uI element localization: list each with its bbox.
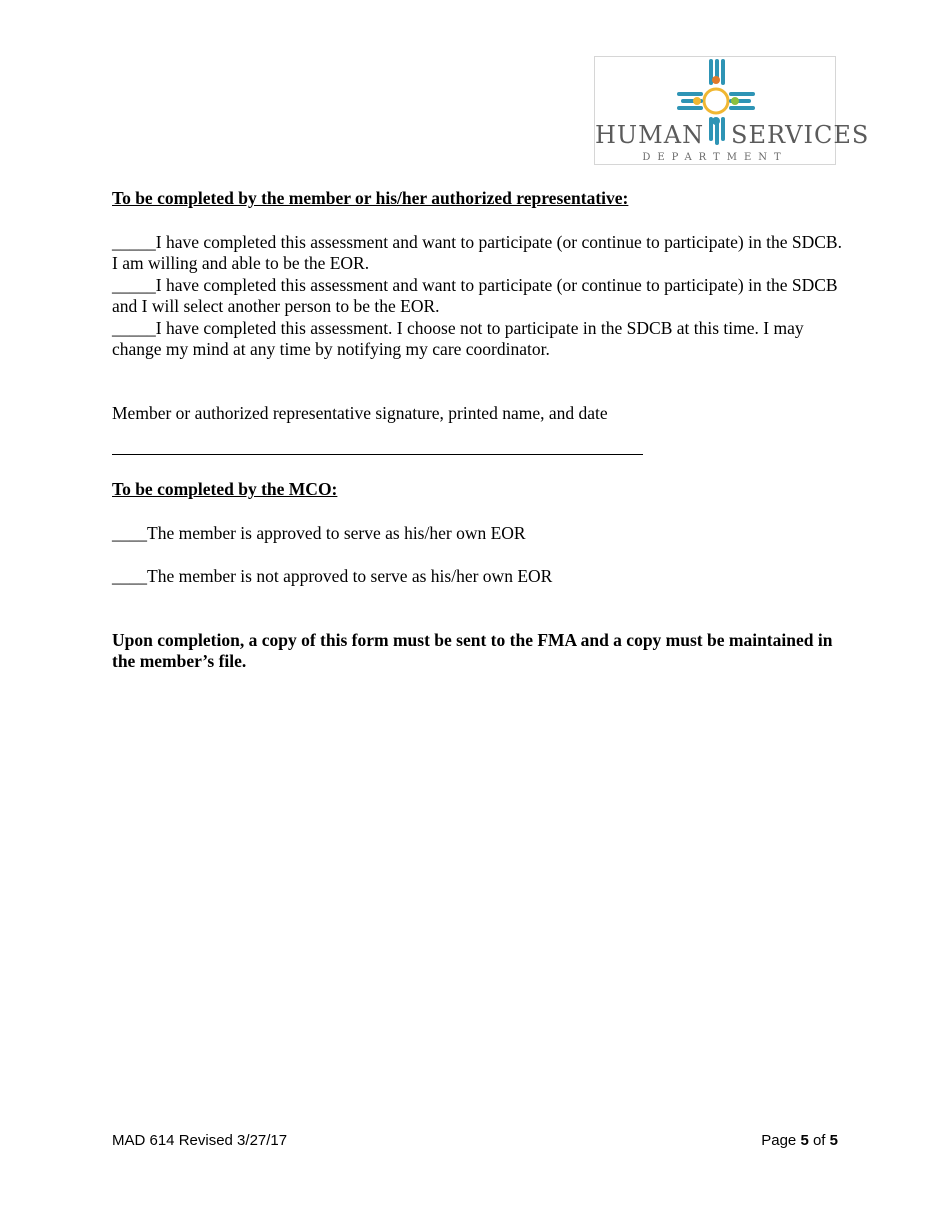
member-option-decline: _____I have completed this assessment. I choose not to participate in the SDCB at this time. I may change my mind at any time by notifying my care coordinator. — [112, 317, 804, 359]
logo-word-services: SERVICES — [731, 121, 870, 149]
page-current: 5 — [800, 1132, 809, 1149]
footer-form-id: MAD 614 Revised 3/27/17 — [112, 1132, 288, 1149]
member-option-participate-self-eor: _____I have completed this assessment and want to participate (or continue to participate) in the SDCB. I am willing and able to be the EOR. — [112, 231, 842, 273]
mco-section-heading: To be completed by the MCO: — [112, 479, 338, 499]
logo-word-human: HUMAN — [595, 121, 705, 149]
page-word: Page — [761, 1132, 797, 1149]
page-of-word: of — [812, 1132, 826, 1149]
completion-notice: Upon completion, a copy of this form must be sent to the FMA and a copy must be maintained in the member’s file. — [112, 629, 833, 671]
mco-option-approved: ____The member is approved to serve as his/her own EOR — [112, 522, 526, 543]
signature-label: Member or authorized representative signature, printed name, and date — [112, 402, 608, 423]
member-option-participate-other-eor: _____I have completed this assessment and want to participate (or continue to participate) in the SDCB and I will select another person to be the EOR. — [112, 274, 838, 316]
page-total: 5 — [829, 1132, 838, 1149]
member-section-heading: To be completed by the member or his/her authorized representative: — [112, 188, 629, 208]
form-body — [112, 188, 842, 673]
mco-option-not-approved: ____The member is not approved to serve as his/her own EOR — [112, 566, 553, 586]
hsd-logo — [594, 56, 870, 165]
footer-page-number — [761, 1132, 838, 1150]
logo-word-department: DEPARTMENT — [642, 152, 788, 163]
